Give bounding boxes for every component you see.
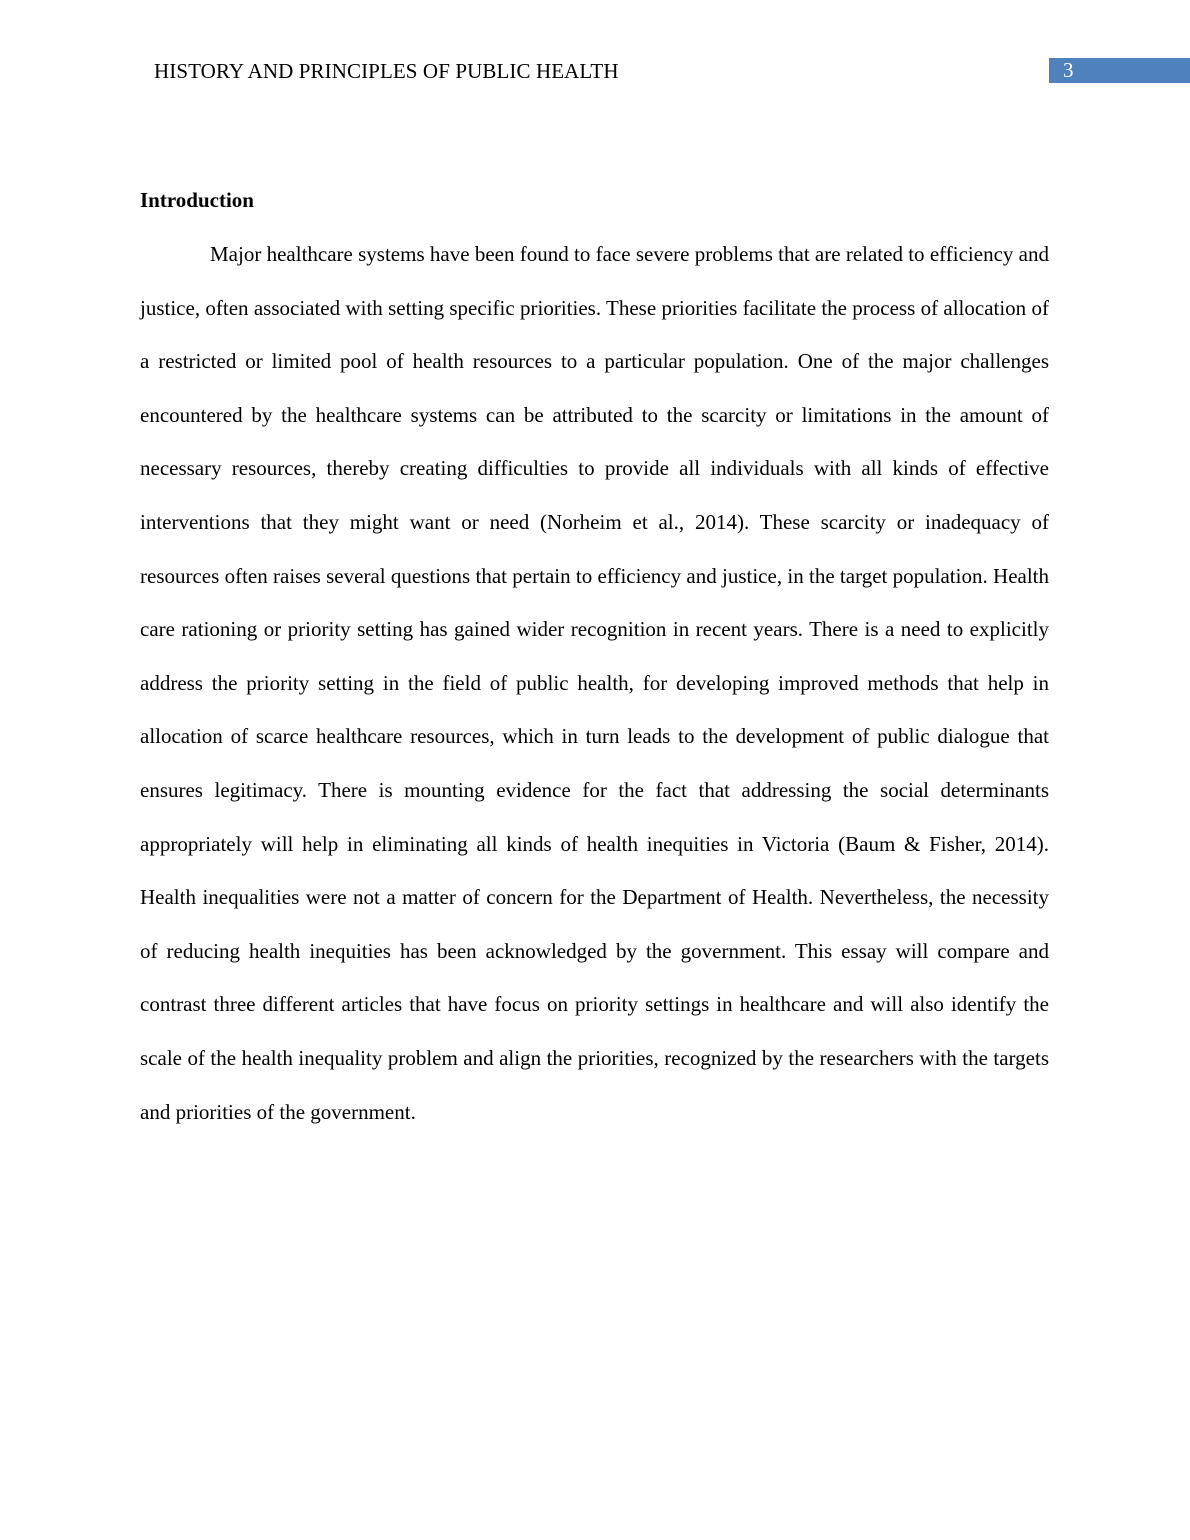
page-number: 3 — [1063, 58, 1074, 82]
page-number-box — [1049, 58, 1190, 83]
section-heading: Introduction — [140, 188, 254, 212]
running-head: HISTORY AND PRINCIPLES OF PUBLIC HEALTH — [154, 59, 619, 83]
intro-paragraph: Major healthcare systems have been found to face severe problems that are related to efficiency and justice, often associated with setting specific priorities. These priorities facilitate the process of allocation of a restricted or limited pool of health resources to a particular population. One of the major challenges encountered by the healthcare systems can be attributed to the scarcity or limitations in the amount of necessary resources, thereby creating difficulties to provide all individuals with all kinds of effective interventions that they might want or need (Norheim et al., 2014). These scarcity or inadequacy of resources often raises several questions that pertain to efficiency and justice, in the target population. Health care rationing or priority setting has gained wider recognition in recent years. There is a need to explicitly address the priority setting in the field of public health, for developing improved methods that help in allocation of scarce healthcare resources, which in turn leads to the development of public dialogue that ensures legitimacy. There is mounting evidence for the fact that addressing the social determinants appropriately will help in eliminating all kinds of health inequities in Victoria (Baum & Fisher, 2014). Health inequalities were not a matter of concern for the Department of Health. Nevertheless, the necessity of reducing health inequities has been acknowledged by the government. This essay will compare and contrast three different articles that have focus on priority settings in healthcare and will also identify the scale of the health inequality problem and align the priorities, recognized by the researchers with the targets and priorities of the government. — [140, 242, 1049, 1124]
body-text — [140, 228, 1049, 1268]
